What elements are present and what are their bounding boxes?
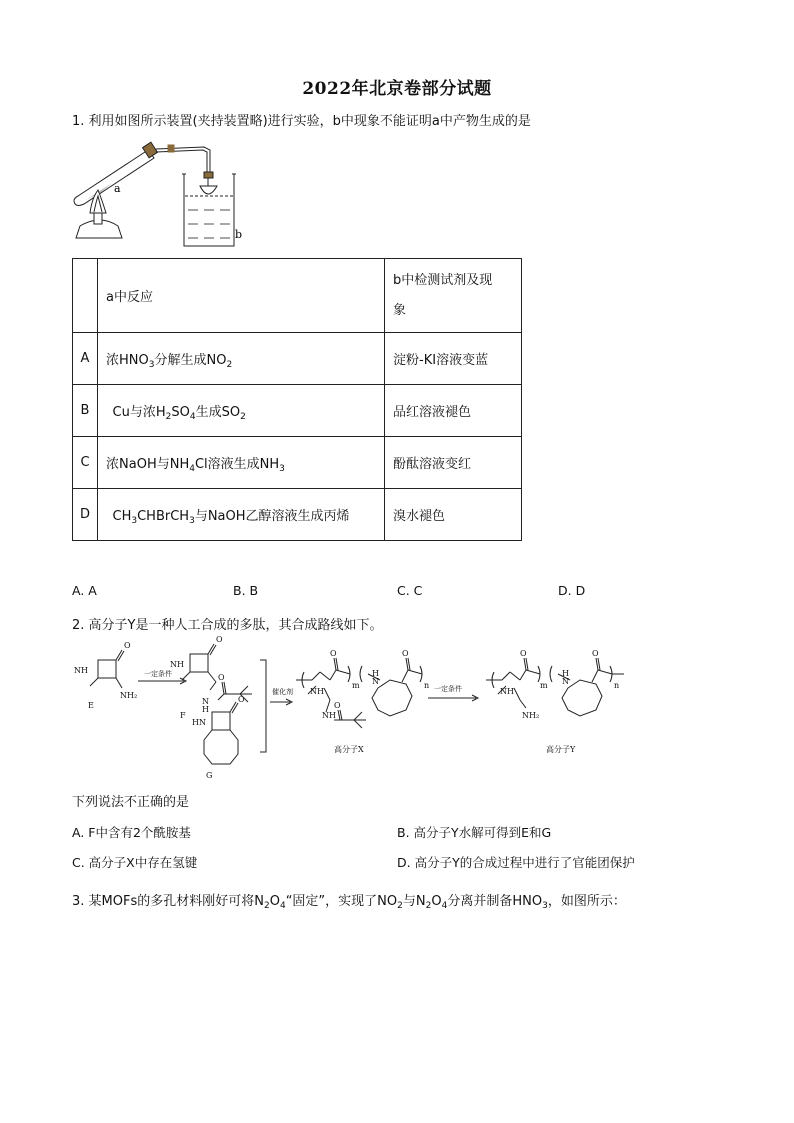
svg-text:H: H	[562, 669, 569, 678]
experiment-table	[72, 258, 522, 541]
q1-option-b[interactable]: B. B	[233, 583, 259, 598]
svg-text:O: O	[218, 673, 225, 682]
svg-text:F: F	[180, 711, 186, 720]
row-key: A	[73, 333, 98, 385]
header-detection: b中检测试剂及现 象	[385, 259, 522, 333]
q2-option-d[interactable]: D. 高分子Y的合成过程中进行了官能团保护	[397, 855, 635, 870]
row-key: B	[73, 385, 98, 437]
question-2-stem: 2. 高分子Y是一种人工合成的多肽，其合成路线如下。	[72, 618, 383, 633]
question-3-stem: 3. 某MOFs的多孔材料刚好可将$N_2O_4“$固定”，实现了$NO_2$与$N_2O_4$分离并制备$HNO_3$，如图所示：	[72, 894, 626, 911]
row-detection: 淀粉-KI溶液变蓝	[385, 333, 522, 385]
svg-text:O: O	[216, 636, 223, 644]
svg-text:NH: NH	[170, 660, 184, 669]
svg-text:E: E	[88, 701, 94, 710]
row-reaction: 浓$HNO_3$分解生成$NO_2$	[98, 333, 385, 385]
svg-text:O: O	[520, 649, 527, 658]
label-b: b	[235, 228, 243, 241]
svg-text:催化剂: 催化剂	[272, 688, 293, 696]
table-row	[73, 385, 522, 437]
svg-text:m: m	[540, 681, 548, 690]
q2-option-b[interactable]: B. 高分子Y水解可得到E和G	[397, 825, 552, 840]
table-header-row	[73, 259, 522, 333]
apparatus-figure	[72, 138, 272, 250]
q1-option-d[interactable]: D. D	[558, 583, 586, 598]
svg-text:H: H	[202, 705, 209, 714]
q1-option-a[interactable]: A. A	[72, 583, 97, 598]
svg-text:NH: NH	[500, 687, 514, 696]
q1-option-c[interactable]: C. C	[397, 583, 423, 598]
svg-text:HN: HN	[192, 718, 206, 727]
row-detection: 品红溶液褪色	[385, 385, 522, 437]
q2-option-c[interactable]: C. 高分子X中存在氢键	[72, 855, 198, 870]
table-row	[73, 437, 522, 489]
q2-option-a[interactable]: A. F中含有2个酰胺基	[72, 825, 191, 840]
svg-text:G: G	[206, 771, 213, 780]
svg-text:O: O	[124, 641, 131, 650]
table-row	[73, 333, 522, 385]
header-reaction: a中反应	[98, 259, 385, 333]
svg-text:NH: NH	[322, 711, 336, 720]
row-reaction: $CH_3CHBrCH_3$与NaOH乙醇溶液生成丙烯	[98, 489, 385, 541]
svg-text:N: N	[372, 677, 379, 686]
page-title: 2022年北京卷部分试题	[302, 79, 492, 99]
svg-text:N: N	[202, 697, 209, 706]
svg-text:NH₂: NH₂	[522, 711, 540, 720]
question-1-stem: 1. 利用如图所示装置(夹持装置略)进行实验，b中现象不能证明a中产物生成的是	[72, 114, 531, 129]
row-detection: 溴水褪色	[385, 489, 522, 541]
svg-text:高分子Y: 高分子Y	[546, 745, 576, 754]
table-row	[73, 489, 522, 541]
svg-text:n: n	[424, 681, 430, 690]
svg-text:N: N	[562, 677, 569, 686]
svg-text:O: O	[330, 649, 337, 658]
svg-text:高分子X: 高分子X	[334, 745, 364, 754]
svg-text:NH: NH	[310, 687, 324, 696]
svg-text:O: O	[592, 649, 599, 658]
svg-text:m: m	[352, 681, 360, 690]
svg-text:一定条件: 一定条件	[434, 685, 462, 693]
svg-text:一定条件: 一定条件	[144, 670, 172, 678]
svg-text:O: O	[402, 649, 409, 658]
synthesis-scheme	[72, 636, 632, 786]
row-detection: 酚酞溶液变红	[385, 437, 522, 489]
row-reaction: 浓NaOH与$NH_4Cl$溶液生成$NH_3$	[98, 437, 385, 489]
row-key: D	[73, 489, 98, 541]
svg-text:NH: NH	[74, 666, 88, 675]
row-reaction: Cu与浓$H_2SO_4$生成$SO_2$	[98, 385, 385, 437]
svg-text:O: O	[334, 701, 341, 710]
svg-text:NH₂: NH₂	[120, 691, 138, 700]
svg-text:n: n	[614, 681, 620, 690]
svg-text:H: H	[372, 669, 379, 678]
row-key: C	[73, 437, 98, 489]
question-2-prompt: 下列说法不正确的是	[72, 795, 190, 810]
label-a: a	[114, 182, 121, 195]
svg-text:O: O	[238, 695, 245, 704]
